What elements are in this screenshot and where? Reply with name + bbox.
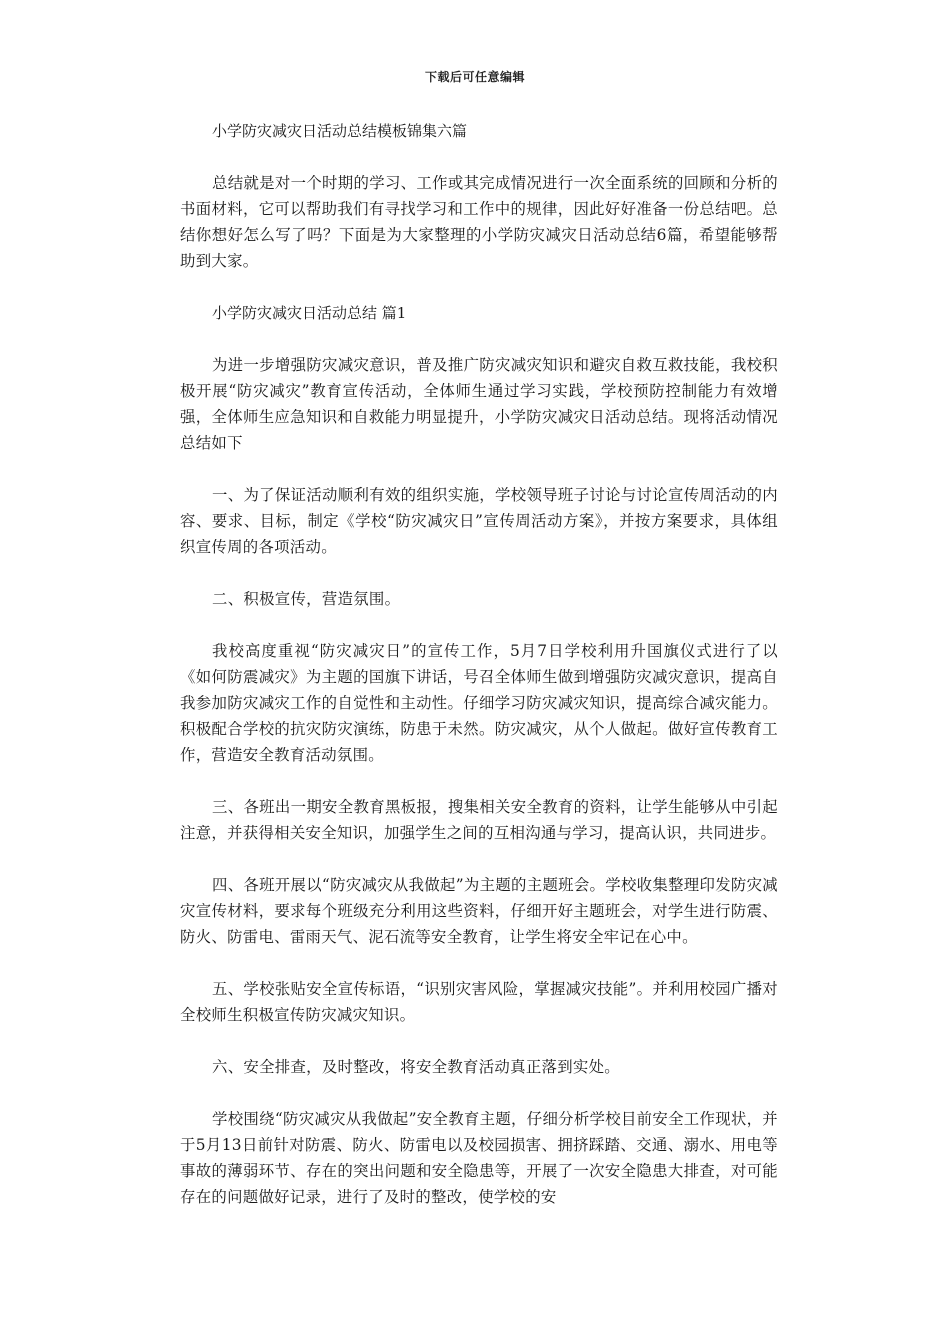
paragraph: 三、各班出一期安全教育黑板报，搜集相关安全教育的资料，让学生能够从中引起注意，并获得相关安全知识，加强学生之间的互相沟通与学习，提高认识，共同进步。 (180, 798, 778, 842)
paragraph: 一、为了保证活动顺利有效的组织实施，学校领导班子讨论与讨论宣传周活动的内容、要求、目标，制定《学校“防灾减灾日”宣传周活动方案》，并按方案要求，具体组织宣传周的各项活动。 (180, 486, 778, 556)
document-title: 小学防灾减灾日活动总结模板锦集六篇 (212, 122, 468, 140)
header-note: 下载后可任意编辑 (424, 70, 525, 84)
paragraph: 学校围绕“防灾减灾从我做起”安全教育主题，仔细分析学校目前安全工作现状，并于5月13日前针对防震、防火、防雷电以及校园损害、拥挤踩踏、交通、溺水、用电等事故的薄弱环节、存在的突出问题和安全隐患等，开展了一次安全隐患大排查，对可能存在的问题做好记录，进行了及时的整改，使学校的安 (180, 1110, 778, 1206)
paragraph: 五、学校张贴安全宣传标语，“识别灾害风险，掌握减灾技能”。并利用校园广播对全校师生积极宣传防灾减灾知识。 (180, 980, 778, 1024)
section-title: 小学防灾减灾日活动总结 篇1 (212, 304, 407, 322)
paragraph: 为进一步增强防灾减灾意识，普及推广防灾减灾知识和避灾自救互救技能，我校积极开展“防灾减灾”教育宣传活动，全体师生通过学习实践，学校预防控制能力有效增强，全体师生应急知识和自救能力明显提升，小学防灾减灾日活动总结。现将活动情况总结如下 (180, 356, 778, 452)
document-body (180, 118, 778, 1210)
paragraph: 我校高度重视“防灾减灾日”的宣传工作，5月7日学校利用升国旗仪式进行了以《如何防震减灾》为主题的国旗下讲话，号召全体师生做到增强防灾减灾意识，提高自我参加防灾减灾工作的自觉性和主动性。仔细学习防灾减灾知识，提高综合减灾能力。积极配合学校的抗灾防灾演练，防患于未然。防灾减灾，从个人做起。做好宣传教育工作，营造安全教育活动氛围。 (180, 642, 778, 764)
intro-paragraph: 总结就是对一个时期的学习、工作或其完成情况进行一次全面系统的回顾和分析的书面材料，它可以帮助我们有寻找学习和工作中的规律，因此好好准备一份总结吧。总结你想好怎么写了吗？下面是为大家整理的小学防灾减灾日活动总结6篇，希望能够帮助到大家。 (180, 174, 778, 270)
paragraph: 四、各班开展以“防灾减灾从我做起”为主题的主题班会。学校收集整理印发防灾减灾宣传材料，要求每个班级充分利用这些资料，仔细开好主题班会，对学生进行防震、防火、防雷电、雷雨天气、泥石流等安全教育，让学生将安全牢记在心中。 (180, 876, 778, 946)
paragraph: 六、安全排查，及时整改，将安全教育活动真正落到实处。 (212, 1058, 620, 1076)
paragraph: 二、积极宣传，营造氛围。 (212, 590, 401, 608)
